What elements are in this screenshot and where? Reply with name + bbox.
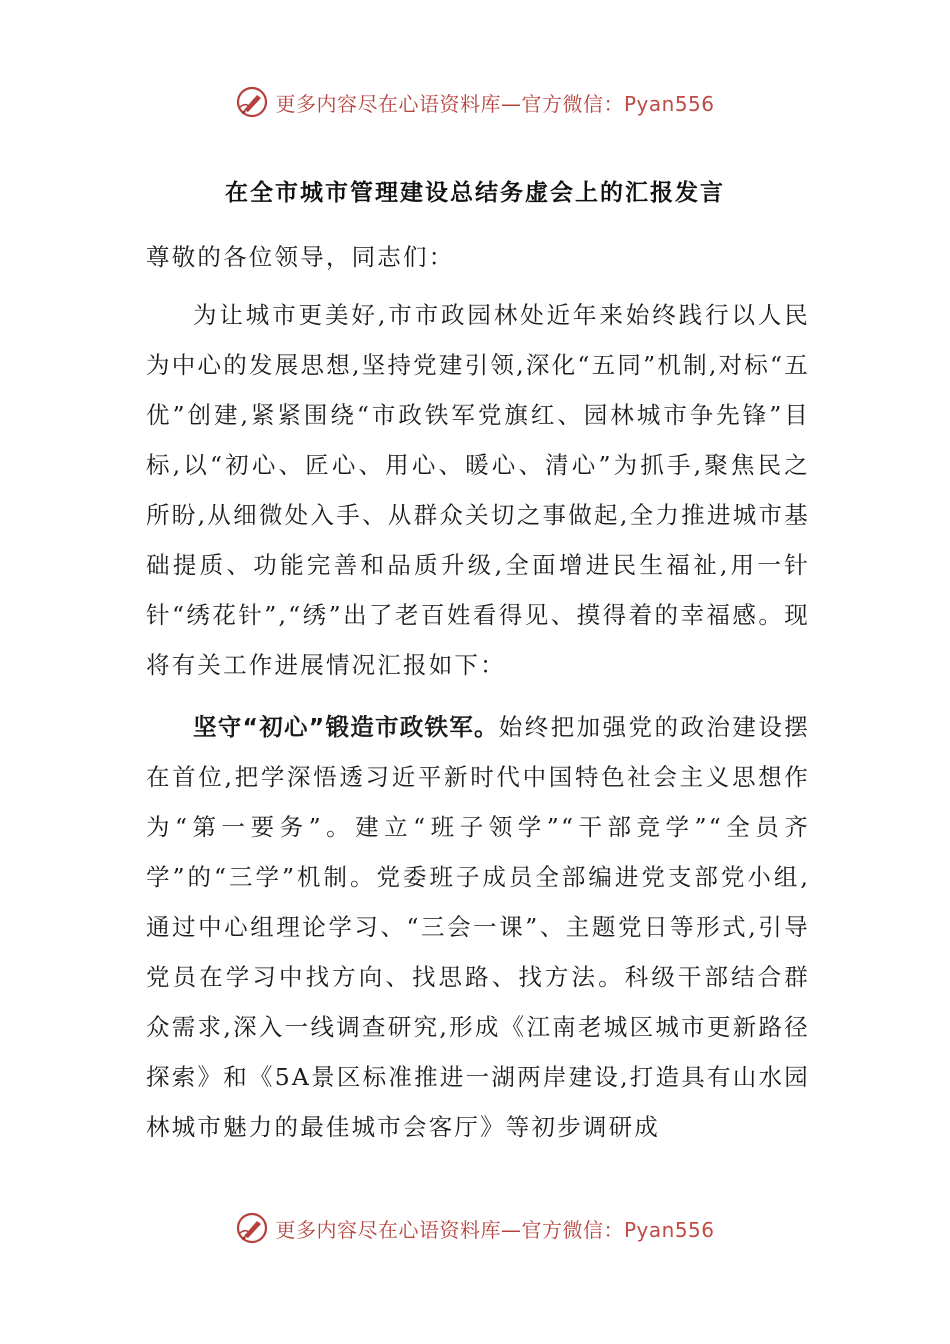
watermark-text <box>275 1214 714 1243</box>
watermark-text-cn: 更多内容尽在心语资料库—官方微信： <box>275 1217 624 1242</box>
section-body: 始终把加强党的政治建设摆在首位,把学深悟透习近平新时代中国特色社会主义思想作为“第一要务”。建立“班子领学”“干部竞学”“全员齐学”的“三学”机制。党委班子成员全部编进党支部党小组,通过中心组理论学习、“三会一课”、主题党日等形式,引导党员在学习中找方向、找思路、找方法。科级干部结合群众需求,深入一线调查研究,形成《江南老城区城市更新路径探索》和《5A景区标准推进一湖两岸建设,打造具有山水园林城市魅力的最佳城市会客厅》等初步调研成 <box>146 713 810 1141</box>
watermark-wechat-id: Pyan556 <box>623 91 715 116</box>
watermark-wechat-id: Pyan556 <box>623 1217 715 1242</box>
section-heading: 坚守“初心”锻造市政铁军。 <box>193 713 499 741</box>
greeting: 尊敬的各位领导，同志们： <box>146 243 455 271</box>
document-body <box>146 232 810 1152</box>
document-title: 在全市城市管理建设总结务虚会上的汇报发言 <box>225 180 725 206</box>
pen-logo-icon <box>235 85 269 119</box>
paragraph-intro: 为让城市更美好,市市政园林处近年来始终践行以人民为中心的发展思想,坚持党建引领,深化“五同”机制,对标“五优”创建,紧紧围绕“市政铁军党旗红、园林城市争先锋”目标,以“初心、匠心、用心、暖心、清心”为抓手,聚焦民之所盼,从细微处入手、从群众关切之事做起,全力推进城市基础提质、功能完善和品质升级,全面增进民生福祉,用一针针“绣花针”,“绣”出了老百姓看得见、摸得着的幸福感。现将有关工作进展情况汇报如下： <box>146 301 810 679</box>
watermark-banner-bottom <box>0 1208 950 1248</box>
watermark-text <box>275 88 714 117</box>
paragraph-section-1 <box>146 702 810 1152</box>
pen-logo-icon <box>235 1211 269 1245</box>
watermark-banner-top <box>0 82 950 122</box>
watermark-text-cn: 更多内容尽在心语资料库—官方微信： <box>275 91 624 116</box>
